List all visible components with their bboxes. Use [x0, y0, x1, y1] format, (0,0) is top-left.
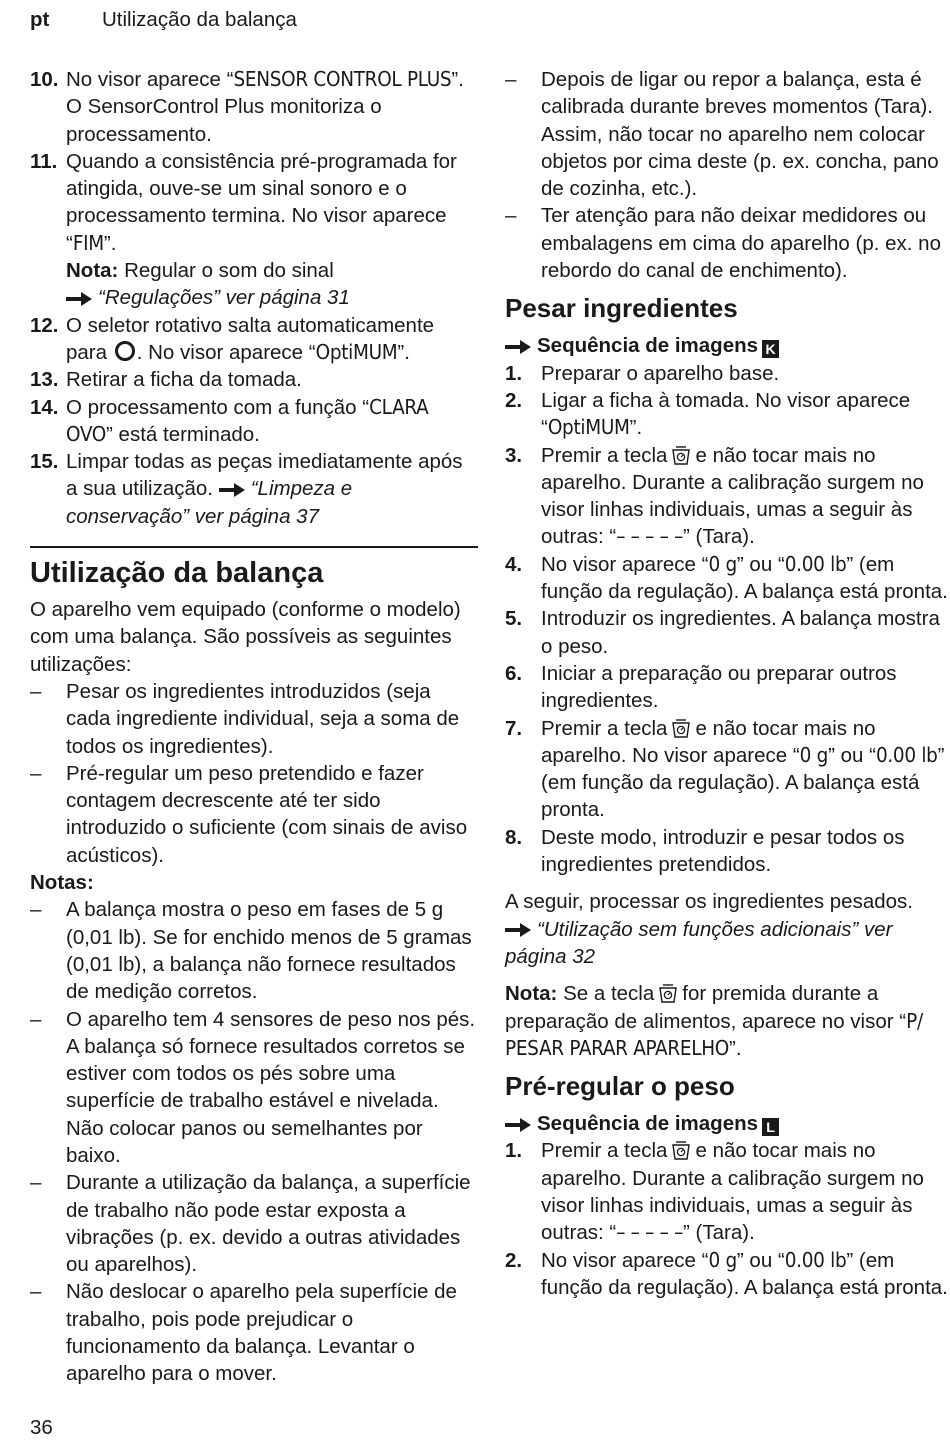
list-item: 2. Ligar a ficha à tomada. No visor aparece “OptiMUM”.	[505, 388, 911, 440]
language-code: pt	[30, 8, 50, 31]
display-text: – – – – –	[616, 1220, 684, 1245]
cross-reference-link[interactable]: “Utilização sem funções adicionais” ver página 32	[505, 917, 893, 968]
subsection-heading: Pré-regular o peso	[505, 1071, 735, 1102]
list-item: 15. Limpar todas as peças imediatamente após a sua utilização. “Limpeza e conservação” ver página 37	[30, 450, 463, 528]
follow-up-paragraph: A seguir, processar os ingredientes pesados. “Utilização sem funções adicionais” ver página 32	[505, 890, 913, 968]
list-item: – A balança mostra o peso em fases de 5 g (0,01 lb). Se for enchido menos de 5 gramas (0,01 lb), a balança não fornece resultados de medição corretos.	[30, 896, 478, 1005]
display-text: – – – – –	[616, 524, 684, 549]
notes-label: Notas:	[30, 871, 94, 895]
display-text: 0.00 lb	[784, 551, 847, 576]
uses-list	[30, 678, 478, 869]
list-item: 1. Premir a tecla e não tocar mais no aparelho. Durante a calibração surgem no visor linhas individuais, umas a seguir às outras: “– – – – –” (Tara).	[505, 1139, 924, 1245]
weigh-steps-list	[505, 360, 949, 879]
arrow-icon	[219, 483, 245, 497]
list-item: 3. Premir a tecla e não tocar mais no aparelho. Durante a calibração surgem no visor linhas individuais, umas a seguir às outras: “– – – – –” (Tara).	[505, 443, 924, 549]
list-item: 5. Introduzir os ingredientes. A balança mostra o peso.	[505, 607, 940, 658]
display-text: 0 g	[708, 1247, 737, 1272]
scale-key-icon	[670, 1139, 692, 1161]
right-column	[505, 66, 949, 1301]
subsection-heading: Pesar ingredientes	[505, 293, 738, 324]
list-item: – Durante a utilização da balança, a superfície de trabalho não pode estar exposta a vibrações (p. ex. devido a outras atividades ou aparelhos).	[30, 1169, 478, 1278]
scale-key-icon	[657, 982, 679, 1004]
list-item: 10. No visor aparece “SENSOR CONTROL PLUS”. O SensorControl Plus monitoriza o processamento.	[30, 67, 464, 146]
list-item: 1. Preparar o aparelho base.	[505, 361, 780, 385]
list-item: – Pré-regular um peso pretendido e fazer contagem decrescente até ter sido introduzido o suficiente (com sinais de aviso acústicos).	[30, 760, 478, 869]
list-item: – Não deslocar o aparelho pela superfície de trabalho, pois pode prejudicar o funcionamento da balança. Levantar o aparelho para o mover.	[30, 1278, 478, 1387]
list-item: 6. Iniciar a preparação ou preparar outros ingredientes.	[505, 661, 897, 713]
list-item: 7. Premir a tecla e não tocar mais no aparelho. No visor aparece “0 g” ou “0.00 lb” (em função da regulação). A balança está pronta.	[505, 716, 945, 822]
list-item: 2. No visor aparece “0 g” ou “0.00 lb” (em função da regulação). A balança está pronta.	[505, 1247, 948, 1299]
sequence-letter-badge: L	[762, 1118, 779, 1136]
section-heading: Utilização da balança	[30, 557, 324, 590]
notes-list	[30, 896, 478, 1387]
image-sequence-ref: Sequência de imagens K	[505, 332, 949, 359]
list-item: – Ter atenção para não deixar medidores ou embalagens em cima do aparelho (p. ex. no rebordo do canal de enchimento).	[505, 202, 949, 284]
steps-list	[30, 66, 478, 530]
list-item: – O aparelho tem 4 sensores de peso nos pés. A balança só fornece resultados corretos se estiver com todos os pés sobre uma superfície de trabalho estável e nivelada. Não colocar panos ou semelhantes por baixo.	[30, 1006, 478, 1170]
list-item: – Pesar os ingredientes introduzidos (seja cada ingrediente individual, seja a soma de todos os ingredientes).	[30, 678, 478, 760]
intro-paragraph: O aparelho vem equipado (conforme o modelo) com uma balança. São possíveis as seguintes utilizações:	[30, 598, 461, 676]
note-label: Nota:	[505, 982, 558, 1006]
display-text: FIM	[72, 230, 104, 255]
list-item: 8. Deste modo, introduzir e pesar todos os ingredientes pretendidos.	[505, 825, 905, 877]
display-text: P/ PESAR PARAR APARELHO	[505, 1008, 923, 1060]
preset-steps-list	[505, 1137, 949, 1301]
list-item: 14. O processamento com a função “CLARA OVO” está terminado.	[30, 394, 429, 446]
list-item: 11. Quando a consistência pré-programada for atingida, ouve-se um sinal sonoro e o processamento termina. No visor aparece “FIM”. Nota: Regular o som do sinal “Regulações” ver página 31	[30, 149, 457, 310]
arrow-icon	[505, 923, 531, 937]
circle-icon	[115, 341, 135, 361]
list-item: 4. No visor aparece “0 g” ou “0.00 lb” (em função da regulação). A balança está pronta.	[505, 551, 948, 604]
note-label: Nota:	[66, 259, 119, 283]
page-number: 36	[30, 1416, 53, 1439]
page-header	[30, 6, 297, 33]
display-text: OptiMUM	[547, 415, 630, 440]
sequence-letter-badge: K	[762, 340, 779, 358]
display-text: SENSOR CONTROL PLUS	[233, 67, 452, 91]
left-column	[30, 66, 478, 1388]
notes-list	[505, 66, 949, 284]
arrow-icon	[505, 340, 531, 354]
display-text: 0.00 lb	[784, 1247, 847, 1272]
scale-key-icon	[670, 444, 692, 466]
display-text: CLARA OVO	[66, 394, 429, 446]
display-text: OptiMUM	[315, 339, 398, 364]
list-item: 13. Retirar a ficha da tomada.	[30, 368, 302, 392]
cross-reference-link[interactable]: “Limpeza e conservação” ver página 37	[66, 477, 353, 528]
display-text: 0 g	[708, 551, 737, 576]
display-text: 0.00 lb	[875, 742, 938, 767]
section-title: Utilização da balança	[102, 8, 297, 31]
list-item: 12. O seletor rotativo salta automaticamente para . No visor aparece “OptiMUM”.	[30, 313, 435, 364]
arrow-icon	[505, 1118, 531, 1132]
arrow-icon	[66, 292, 92, 306]
note-paragraph: Nota: Se a tecla for premida durante a preparação de alimentos, aparece no visor “P/ PESAR PARAR APARELHO”.	[505, 982, 923, 1060]
list-item: – Depois de ligar ou repor a balança, esta é calibrada durante breves momentos (Tara). Assim, não tocar no aparelho nem colocar objetos por cima deste (p. ex. concha, pano de cozinha, etc.).	[505, 66, 949, 202]
scale-key-icon	[670, 717, 692, 739]
image-sequence-ref: Sequência de imagens L	[505, 1110, 949, 1137]
display-text: 0 g	[799, 742, 829, 767]
cross-reference-link[interactable]: “Regulações” ver página 31	[98, 286, 350, 310]
section-divider	[30, 546, 478, 548]
